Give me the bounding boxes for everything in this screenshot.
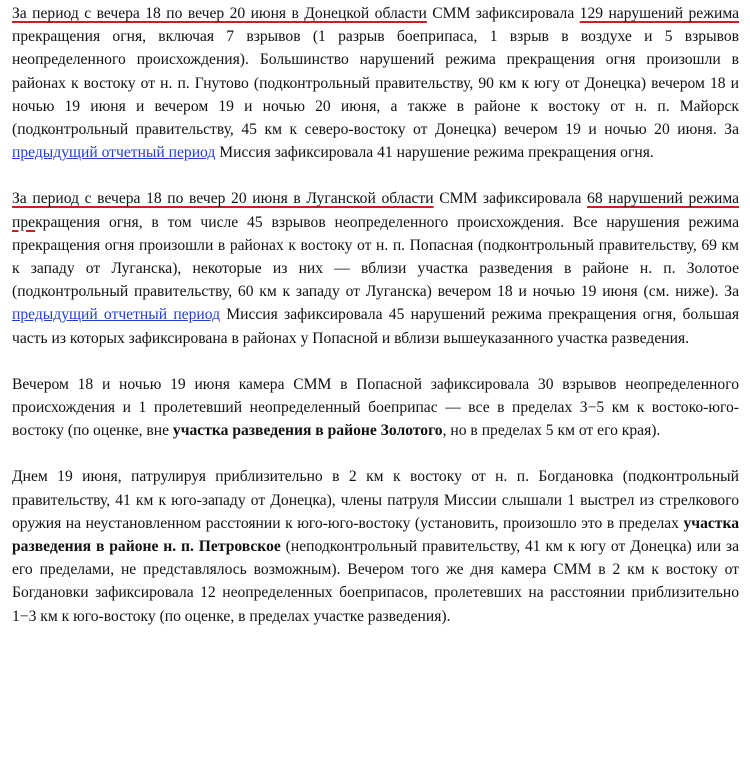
text-segment: Вечером 18 и ночью 19 июня камера СММ в Попасной зафиксировала 30 взрывов неопределенного происхождения и 1 пролетевший неопределенный боеприпас — все в пределах 3−5 км к востоко-юго-востоку (по оценке, вне: [12, 375, 739, 440]
paragraph-luhansk: [12, 187, 739, 349]
paragraph-popasna-camera: [12, 373, 739, 443]
highlight-donetsk-period: За период с вечера 18 по вечер 20 июня в Донецкой области: [12, 5, 427, 22]
text-segment: , но в пределах 5 км от его края).: [442, 422, 661, 440]
paragraph-gap: [12, 442, 739, 465]
paragraph-gap: [12, 164, 739, 187]
highlight-luhansk-period: За период с вечера 18 по вечер 20 июня в Луганской области: [12, 190, 434, 208]
paragraph-donetsk: [12, 2, 739, 164]
previous-period-link-luhansk[interactable]: предыдущий отчетный период: [12, 306, 221, 324]
text-segment: Миссия зафиксировала 45 нарушений режима прекращения огня, большая часть из которых зафиксирована в районах у Попасной и вблизи вышеуказанного участка разведения.: [12, 306, 739, 347]
paragraph-gap: [12, 350, 739, 373]
bold-disengagement-area-petrivske: участка разведения в районе н. п. Петровское: [12, 514, 739, 556]
highlight-donetsk-violations: 129 нарушений режима: [579, 5, 740, 22]
paragraph-bohdanivka-patrol: [12, 465, 739, 627]
text-segment: Миссия зафиксировала 41 нарушение режима прекращения огня.: [215, 144, 654, 162]
text-segment: прекращения огня, включая 7 взрывов (1 разрыв боеприпаса, 1 взрыв в воздухе и 5 взрывов неопределенного происхождения). Большинство нарушений режима прекращения огня произошли в районах к востоку от н. п. Гнутово (подконтрольный правительству, 90 км к югу от Донецка) вечером 18 и ночью 19 июня и вечером 19 и ночью 20 июня, а также в районе к востоку от н. п. Майорск (подконтрольный правительству, 45 км к северо-востоку от Донецка) вечером 19 и ночью 20 июня. За: [12, 28, 739, 139]
report-document: [12, 2, 739, 628]
bold-disengagement-area-zolote: участка разведения в районе Золотого: [172, 422, 443, 440]
previous-period-link-donetsk[interactable]: предыдущий отчетный период: [12, 144, 216, 162]
highlight-luhansk-violations: 68 нарушений режима пре: [12, 190, 740, 231]
text-segment: кращения огня, в том числе 45 взрывов неопределенного происхождения. Все нарушения режима прекращения огня произошли в районах к востоку от н. п. Попасная (подконтрольный правительству, 69 км к западу от Луганска), некоторые из них — вблизи участка разведения в районе н. п. Золотое (подконтрольный правительству, 60 км к западу от Луганска) вечером 18 и ночью 19 июня (см. ниже). За: [12, 213, 739, 301]
text-segment: СММ зафиксировала: [433, 190, 588, 208]
text-segment: СММ зафиксировала: [426, 5, 580, 22]
text-segment: Днем 19 июня, патрулируя приблизительно в 2 км к востоку от н. п. Богдановка (подконтрольный правительству, 41 км к юго-западу от Донецка), члены патруля Миссии слышали 1 выстрел из стрелкового оружия на неустановленном расстоянии к юго-юго-востоку (установить, произошло это в пределах: [12, 468, 739, 532]
text-segment: (неподконтрольный правительству, 41 км к югу от Донецка) или за его пределами, не представлялось возможным). Вечером того же дня камера СММ в 2 км к востоку от Богдановки зафиксировала 12 неопределенных боеприпасов, пролетевших на расстоянии приблизительно 1−3 км к юго-востоку (по оценке, в пределах участке разведения).: [12, 538, 740, 625]
